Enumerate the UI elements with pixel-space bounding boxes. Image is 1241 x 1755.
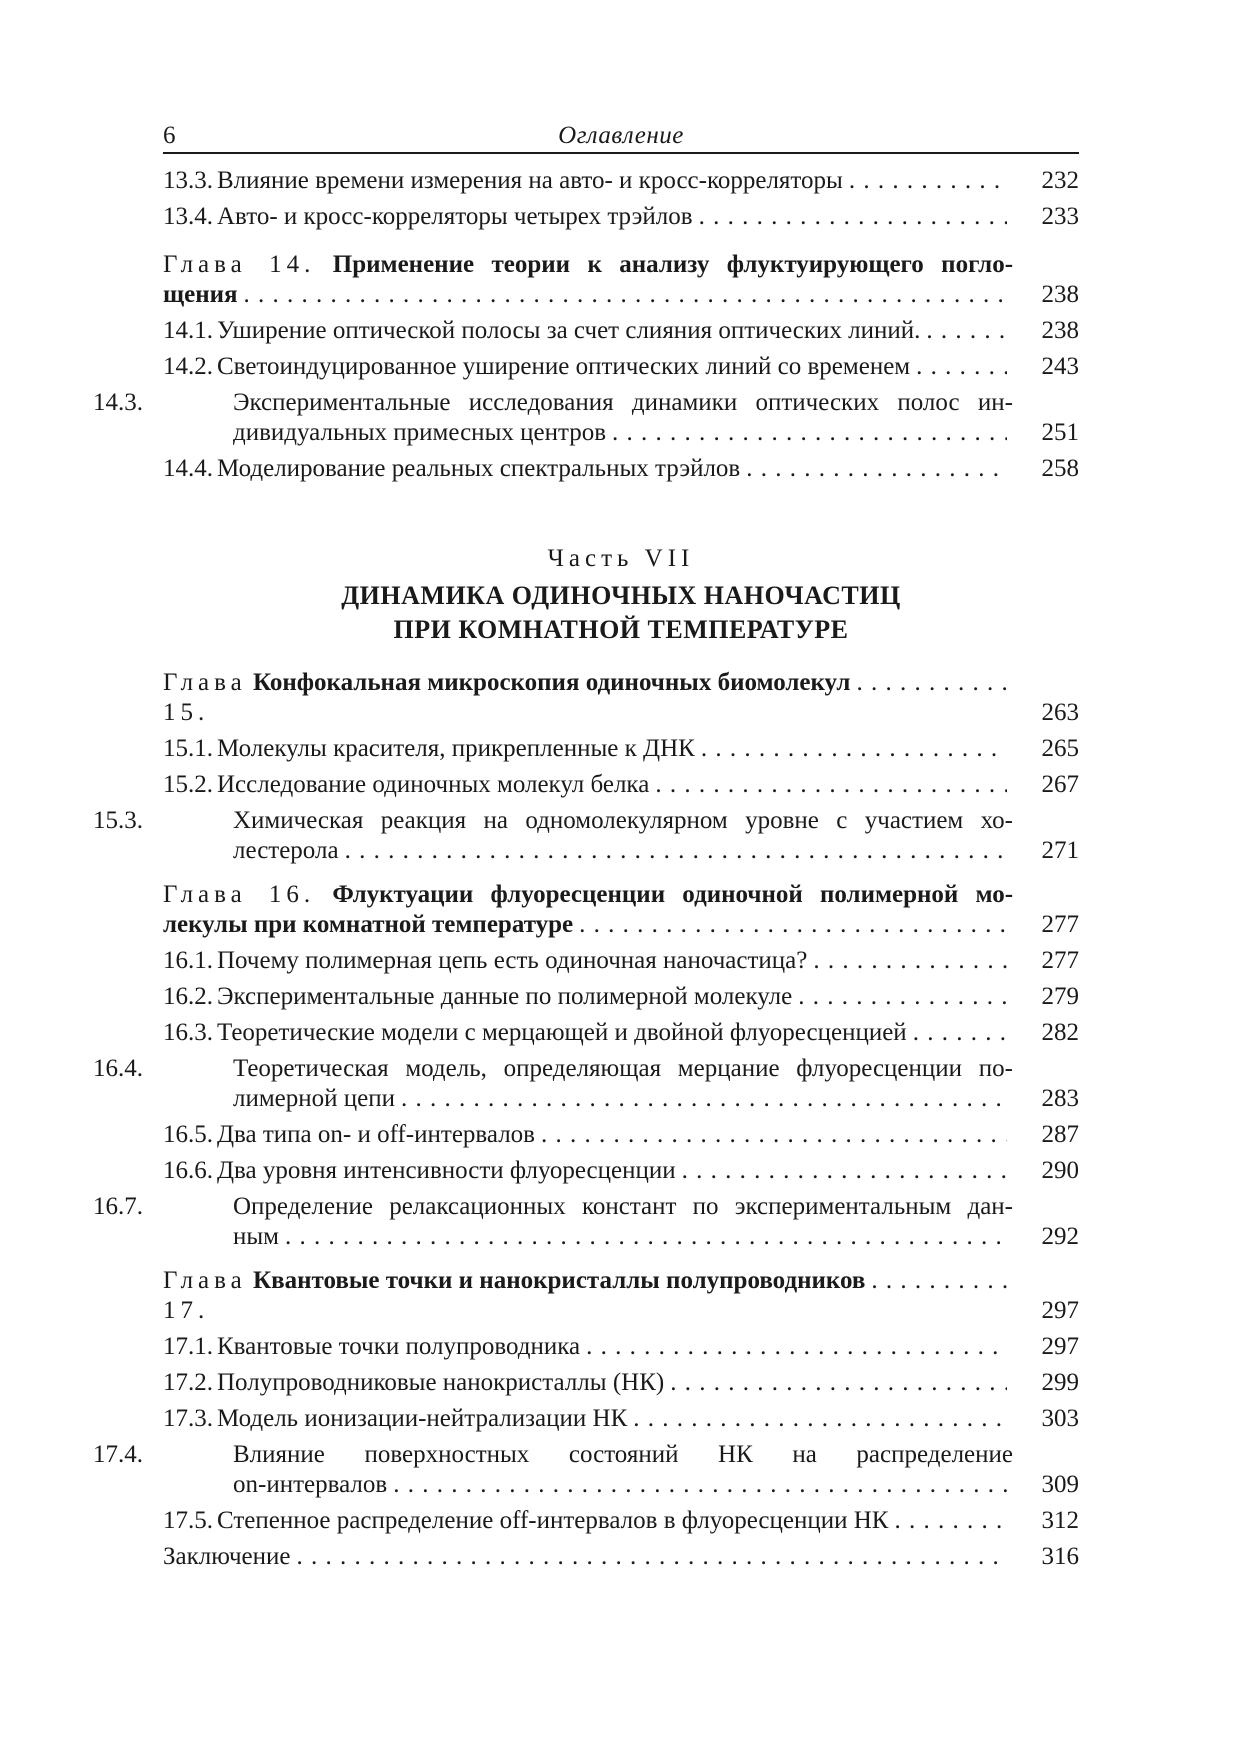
- section-title-cont: ным: [233, 1223, 279, 1250]
- toc-entry[interactable]: [163, 1404, 1079, 1434]
- page-ref: 316: [1041, 1543, 1079, 1570]
- section-title: Определение релаксационных констант по экспериментальным дан-: [233, 1193, 1013, 1220]
- toc-entry[interactable]: [163, 352, 1079, 382]
- leader-dots: [856, 668, 1007, 698]
- page-ref: 232: [1041, 167, 1079, 194]
- toc-entry[interactable]: [163, 770, 1079, 800]
- page-ref: 277: [1041, 947, 1079, 974]
- leader-dots: [894, 1506, 1007, 1536]
- section-title: Химическая реакция на одномолекулярном уровне с участием хо-: [233, 807, 1013, 834]
- leader-dots: [633, 1404, 1007, 1434]
- section-title: Модель ионизации-нейтрализации НК: [217, 1405, 628, 1432]
- chapter-title: Флуктуации флуоресценции одиночной полимерной мо-: [332, 881, 1014, 908]
- toc-entry[interactable]: [163, 1332, 1079, 1362]
- section-title: Теоретические модели с мерцающей и двойной флуоресценцией: [217, 1019, 907, 1046]
- leader-dots: [913, 1018, 1007, 1048]
- leader-dots: [926, 316, 1007, 346]
- leader-dots: [393, 1470, 1007, 1500]
- section-title-cont: лимерной цепи: [233, 1085, 396, 1112]
- section-number: 16.4.: [93, 1055, 143, 1082]
- toc-chapter-15[interactable]: [163, 668, 1079, 728]
- page-ref: 279: [1041, 983, 1079, 1010]
- page-ref: 267: [1041, 771, 1079, 798]
- chapter-title-cont: лекулы при комнатной температуре: [163, 911, 574, 938]
- toc-entry[interactable]: [163, 1368, 1079, 1398]
- section-title: Светоиндуцированное уширение оптических линий со временем: [217, 353, 911, 380]
- page-ref: 265: [1041, 735, 1079, 762]
- toc-entry[interactable]: [163, 946, 1079, 976]
- toc-entry[interactable]: [163, 1506, 1079, 1536]
- section-number: 17.1.: [163, 1333, 213, 1360]
- leader-dots: [579, 910, 1007, 940]
- part-heading: [163, 545, 1079, 647]
- page-ref: 263: [1041, 699, 1079, 726]
- toc-entry[interactable]: [163, 734, 1079, 764]
- page-ref: 243: [1041, 353, 1079, 380]
- section-title: Исследование одиночных молекул белка: [217, 771, 650, 798]
- section-number: 15.3.: [93, 807, 143, 834]
- section-number: 17.5.: [163, 1507, 213, 1534]
- section-title-cont: on-интервалов: [233, 1471, 388, 1498]
- toc-chapter-16[interactable]: [163, 880, 1079, 940]
- toc-block-13: [93, 166, 1079, 490]
- leader-dots: [670, 1368, 1007, 1398]
- section-title-cont: лестерола: [233, 837, 339, 864]
- section-number: 13.3.: [163, 167, 213, 194]
- section-number: 17.2.: [163, 1369, 213, 1396]
- page-ref: 233: [1041, 203, 1079, 230]
- section-number: 15.1.: [163, 735, 213, 762]
- section-title: Влияние времени измерения на авто- и кросс-корреляторы: [217, 167, 843, 194]
- leader-dots: [345, 836, 1007, 866]
- page-ref: 282: [1041, 1019, 1079, 1046]
- leader-dots: [285, 1222, 1007, 1252]
- part-title-line1: ДИНАМИКА ОДИНОЧНЫХ НАНОЧАСТИЦ: [341, 581, 901, 610]
- toc-entry[interactable]: [163, 982, 1079, 1012]
- section-number: 14.3.: [93, 389, 143, 416]
- toc-entry[interactable]: [163, 166, 1079, 196]
- section-title: Авто- и кросс-корреляторы четырех трэйлов: [217, 203, 693, 230]
- section-title: Квантовые точки полупроводника: [217, 1333, 581, 1360]
- leader-dots: [586, 1332, 1007, 1362]
- toc-entry[interactable]: [163, 1156, 1079, 1186]
- page-ref: 251: [1041, 419, 1079, 446]
- section-number: 16.2.: [163, 983, 213, 1010]
- part-label: Часть VII: [547, 545, 695, 572]
- toc-block-part7: [93, 668, 1079, 1578]
- section-number: 14.2.: [163, 353, 213, 380]
- chapter-label: Глава 17.: [163, 1267, 247, 1324]
- section-title: Экспериментальные исследования динамики оптических полос ин-: [233, 389, 1013, 416]
- page-ref: 309: [1041, 1471, 1079, 1498]
- section-title-cont: дивидуальных примесных центров: [233, 419, 606, 446]
- toc-entry[interactable]: [163, 1018, 1079, 1048]
- page-ref: 292: [1041, 1223, 1079, 1250]
- section-title: Уширение оптической полосы за счет слияния оптических линий.: [217, 317, 921, 344]
- running-title: Оглавление: [558, 122, 684, 149]
- page-ref: 271: [1041, 837, 1079, 864]
- leader-dots: [297, 1542, 1008, 1572]
- toc-entry[interactable]: [93, 1192, 1079, 1252]
- toc-entry[interactable]: [163, 202, 1079, 232]
- toc-entry[interactable]: [93, 388, 1079, 448]
- chapter-title: Конфокальная микроскопия одиночных биомолекул: [252, 669, 851, 696]
- chapter-title-cont: щения: [163, 281, 238, 308]
- leader-dots: [701, 734, 1007, 764]
- conclusion-title: Заключение: [163, 1543, 291, 1570]
- page-ref: 312: [1041, 1507, 1079, 1534]
- chapter-title: Квантовые точки и нанокристаллы полупроводников: [252, 1267, 866, 1294]
- section-title: Теоретическая модель, определяющая мерцание флуоресценции по-: [233, 1055, 1013, 1082]
- section-title: Моделирование реальных спектральных трэйлов: [217, 455, 741, 482]
- page-ref: 238: [1041, 317, 1079, 344]
- section-title: Полупроводниковые нанокристаллы (НК): [217, 1369, 665, 1396]
- section-number: 17.4.: [93, 1441, 143, 1468]
- section-number: 14.1.: [163, 317, 213, 344]
- page-ref: 299: [1041, 1369, 1079, 1396]
- section-title: Почему полимерная цепь есть одиночная наночастица?: [217, 947, 808, 974]
- page-ref: 277: [1041, 911, 1079, 938]
- section-number: 15.2.: [163, 771, 213, 798]
- toc-entry[interactable]: [93, 1054, 1079, 1114]
- section-number: 16.1.: [163, 947, 213, 974]
- section-title: Степенное распределение off-интервалов в флуоресценции НК: [217, 1507, 889, 1534]
- leader-dots: [798, 982, 1007, 1012]
- page-ref: 238: [1041, 281, 1079, 308]
- toc-entry[interactable]: [93, 806, 1079, 866]
- toc-entry[interactable]: [163, 454, 1079, 484]
- section-number: 14.4.: [163, 455, 213, 482]
- leader-dots: [655, 770, 1007, 800]
- toc-entry[interactable]: [163, 1120, 1079, 1150]
- toc-chapter-17[interactable]: [163, 1266, 1079, 1326]
- leader-dots: [699, 202, 1007, 232]
- toc-chapter-14[interactable]: [163, 250, 1079, 310]
- part-title: [163, 579, 1079, 647]
- section-number: 16.3.: [163, 1019, 213, 1046]
- leader-dots: [916, 352, 1007, 382]
- section-number: 16.5.: [163, 1121, 213, 1148]
- page-ref: 258: [1041, 455, 1079, 482]
- page-ref: 297: [1041, 1297, 1079, 1324]
- leader-dots: [401, 1084, 1007, 1114]
- page-ref: 297: [1041, 1333, 1079, 1360]
- leader-dots: [541, 1120, 1007, 1150]
- section-title: Экспериментальные данные по полимерной молекуле: [217, 983, 793, 1010]
- section-number: 16.6.: [163, 1157, 213, 1184]
- page-ref: 283: [1041, 1085, 1079, 1112]
- leader-dots: [871, 1266, 1007, 1296]
- leader-dots: [746, 454, 1007, 484]
- section-title: Молекулы красителя, прикрепленные к ДНК: [217, 735, 695, 762]
- page-ref: 287: [1041, 1121, 1079, 1148]
- leader-dots: [682, 1156, 1007, 1186]
- leader-dots: [244, 280, 1007, 310]
- section-number: 17.3.: [163, 1405, 213, 1432]
- part-title-line2: ПРИ КОМНАТНОЙ ТЕМПЕРАТУРЕ: [393, 615, 849, 644]
- running-header: [163, 118, 1079, 154]
- section-number: 13.4.: [163, 203, 213, 230]
- chapter-label: Глава 15.: [163, 669, 247, 726]
- leader-dots: [813, 946, 1007, 976]
- page-ref: 303: [1041, 1405, 1079, 1432]
- toc-entry[interactable]: [93, 1440, 1079, 1500]
- section-title: Два типа on- и off-интервалов: [217, 1121, 535, 1148]
- leader-dots: [849, 166, 1007, 196]
- page-number: 6: [163, 122, 176, 149]
- toc-conclusion[interactable]: [163, 1542, 1079, 1572]
- leader-dots: [612, 418, 1007, 448]
- chapter-title: Применение теории к анализу флуктуирующего погло-: [332, 251, 1014, 278]
- chapter-label: Глава 16.: [163, 881, 316, 908]
- toc-entry[interactable]: [163, 316, 1079, 346]
- section-title: Влияние поверхностных состояний НК на распределение: [233, 1441, 1013, 1468]
- page-ref: 290: [1041, 1157, 1079, 1184]
- chapter-label: Глава 14.: [163, 251, 316, 278]
- section-title: Два уровня интенсивности флуоресценции: [217, 1157, 676, 1184]
- section-number: 16.7.: [93, 1193, 143, 1220]
